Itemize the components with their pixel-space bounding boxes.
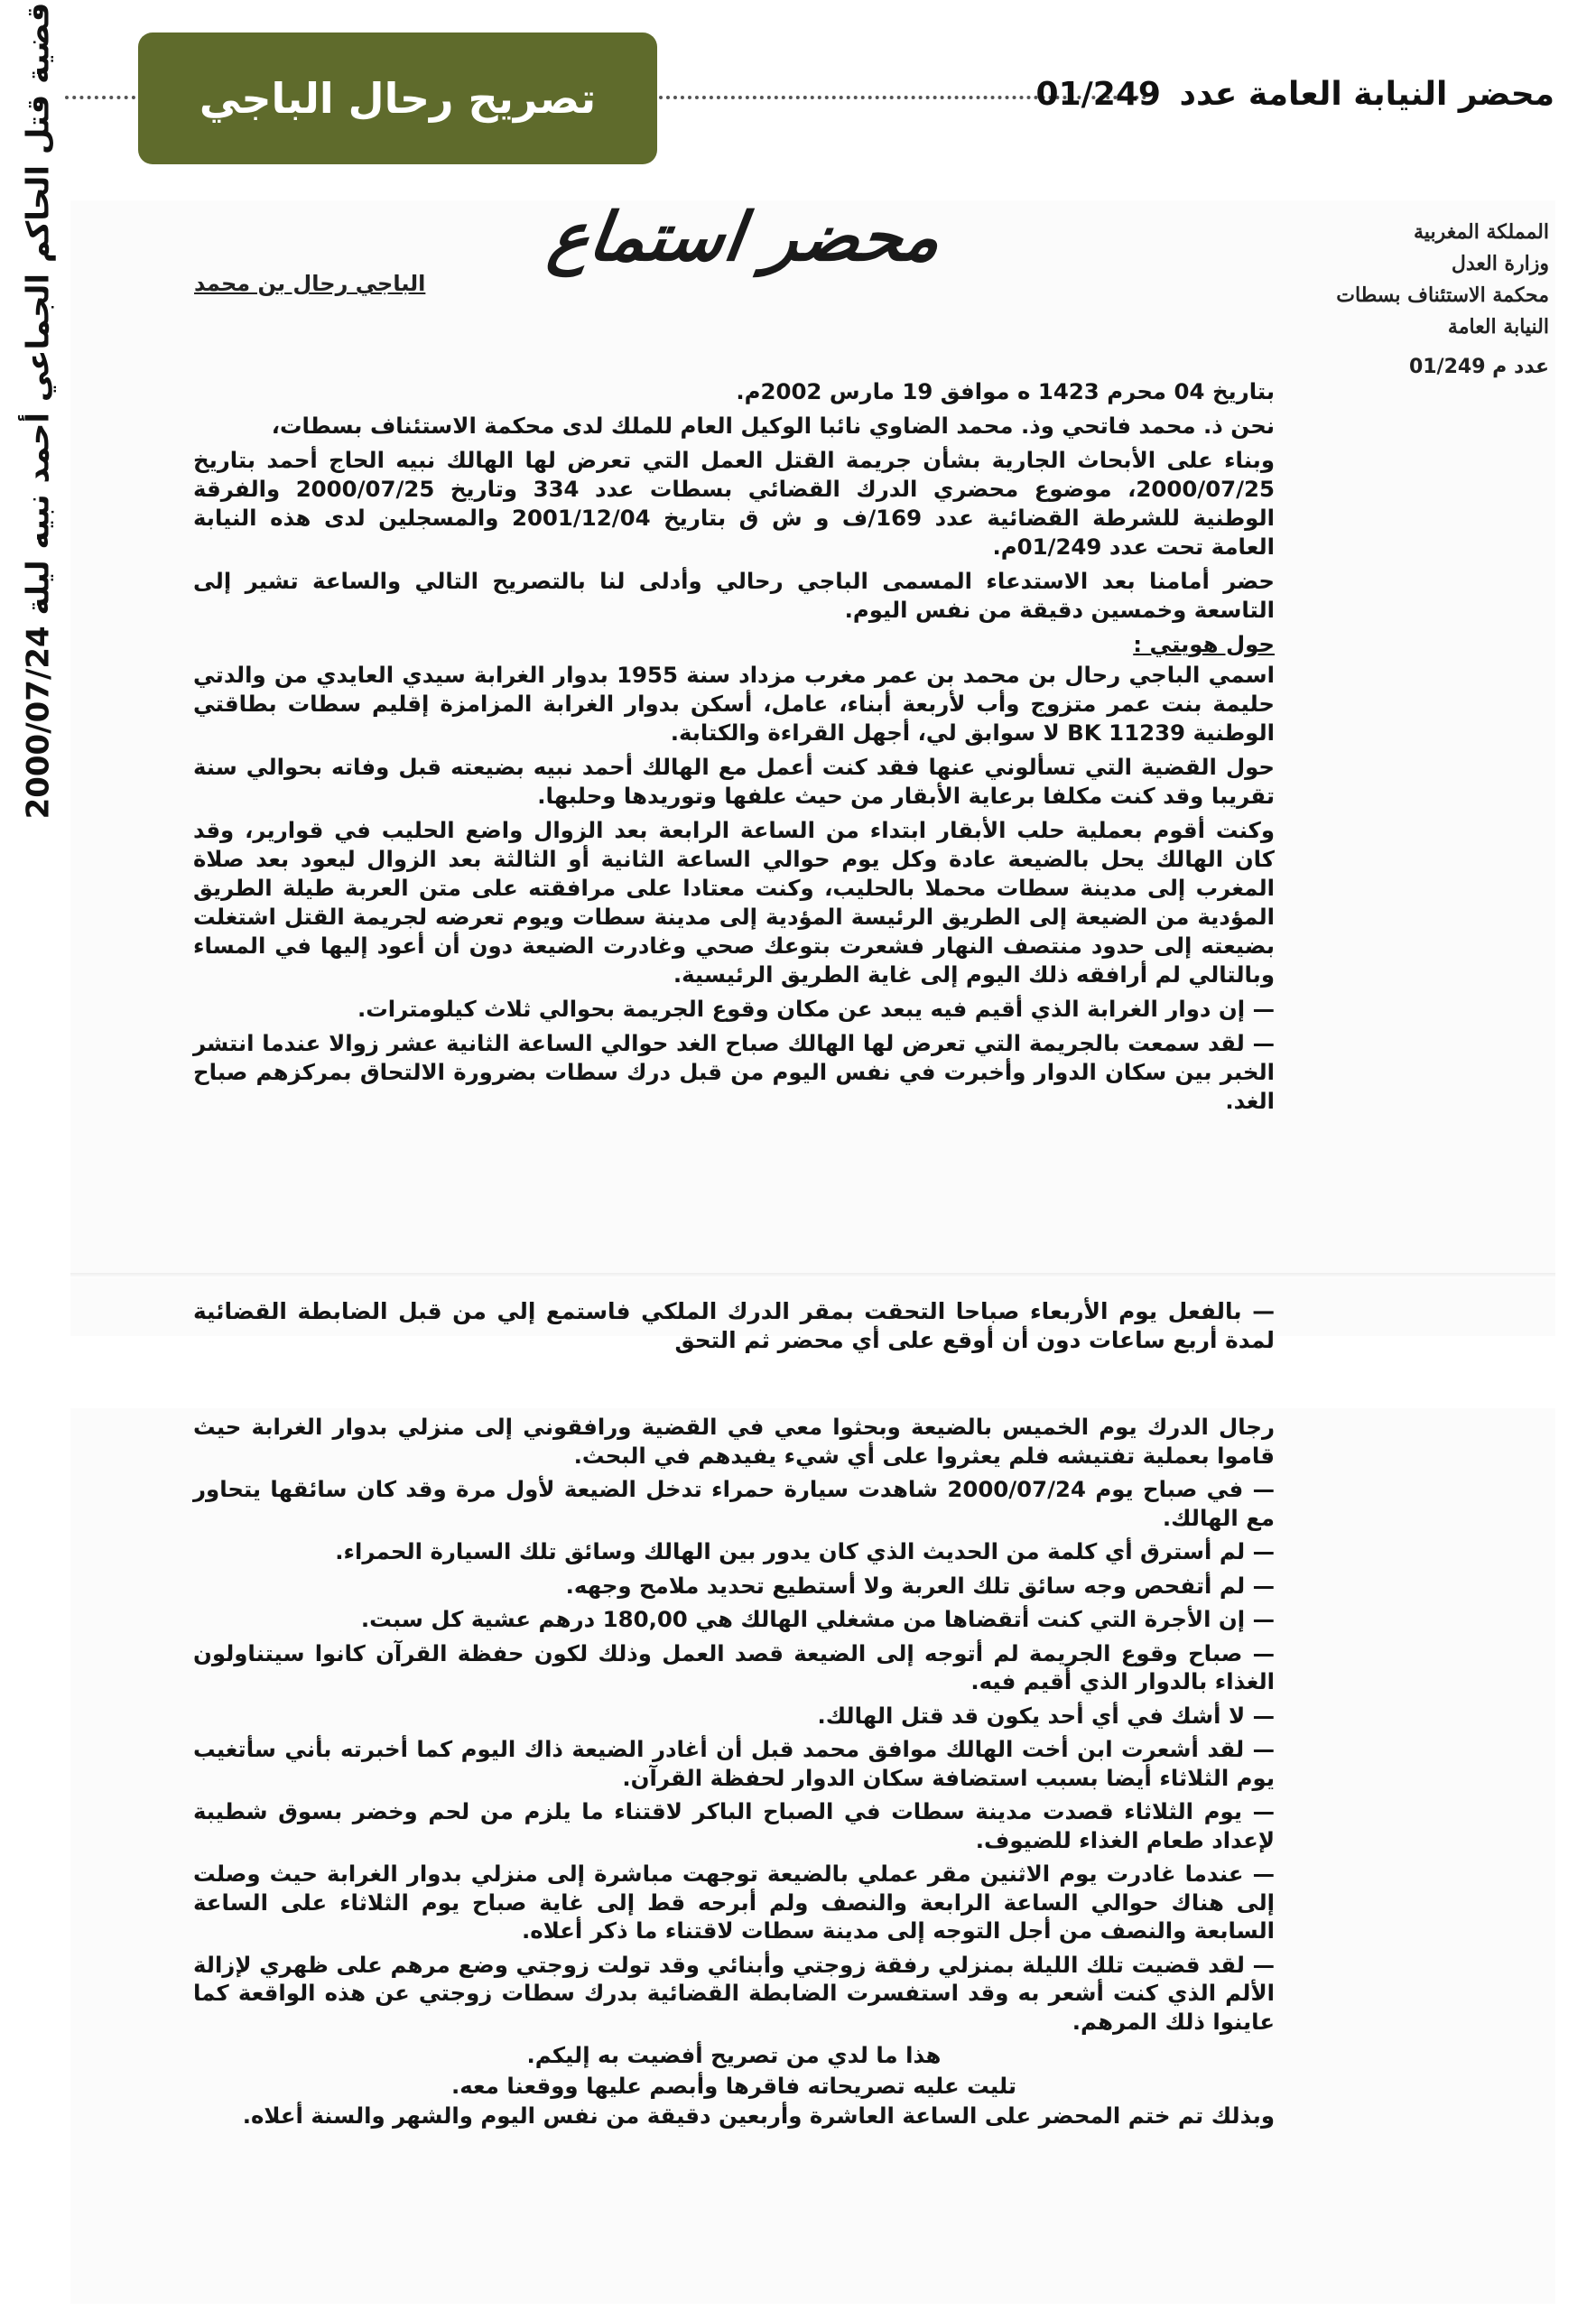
statement-paragraph: — عندما غادرت يوم الاثنين مقر عملي بالضيعة توجهت مباشرة إلى منزلي بدوار الغرابة حيث وصلت إلى هناك حوالي الساعة الرابعة والنصف ولم أبرحه قط إلى غاية صباح يوم الثلاثاء على الساعة السابعة والنصف من أجل التوجه إلى مدينة سطات لاقتناء ما ذكر أعلاه. (193, 1861, 1275, 1944)
header-dotted-rule-left (65, 96, 135, 99)
statement-body-part2 (193, 1297, 1275, 1360)
statement-paragraph: اسمي الباجي رحال بن محمد بن عمر مغرب مزداد سنة 1955 بدوار الغرابة سيدي العايدي من والدتي حليمة بنت عمر متزوج وأب لأربعة أبناء، عامل، أسكن بدوار الغرابة المزامزة إقليم سطات بطاقتي الوطنية BK 11239 لا سوابق لي، أجهل القراءة والكتابة. (193, 662, 1275, 746)
statement-paragraph: — يوم الثلاثاء قصدت مدينة سطات في الصباح الباكر لاقتناء ما يلزم من لحم وخضر بسوق شطيبة لإعداد طعام الغذاء للضيوف. (193, 1798, 1275, 1853)
side-caption (9, 2, 67, 820)
statement-paragraph: — لم أسترق أي كلمة من الحديث الذي كان يدور بين الهالك وسائق تلك السيارة الحمراء. (335, 1538, 1275, 1564)
statement-paragraph: وكنت أقوم بعملية حلب الأبقار ابتداء من الساعة الرابعة بعد الزوال واضع الحليب في قوارير، وقد كان الهالك يحل بالضيعة عادة وكل يوم حوالي الساعة الثانية أو الثالثة بعد الزوال ليعود بعد صلاة المغرب إلى مدينة سطات محملا بالحليب، وكنت معتادا على مرافقته على متن العربة طيلة الطريق المؤدية من الضيعة إلى الطريق الرئيسة المؤدية إلى مدينة سطات ويوم تعرضه لجريمة القتل اشتغلت بضيعته إلى حدود منتصف النهار فشعرت بتوعك صحي وغادرت الضيعة دون أن أعود إليها في المساء وبالتالي لم أرافقه ذلك اليوم إلى غاية الطريق الرئيسية. (193, 817, 1275, 988)
statement-paragraph: — صباح وقوع الجريمة لم أتوجه إلى الضيعة قصد العمل وذلك لكون حفظة القرآن كانوا سيتناولون الغذاء بالدوار الذي أقيم فيه. (193, 1639, 1275, 1694)
record-number: 01/249 (1035, 76, 1161, 113)
statement-paragraph: حضر أمامنا بعد الاستدعاء المسمى الباجي رحالي وأدلى لنا بالتصريح التالي والساعة تشير إلى التاسعة وخمسين دقيقة من نفس اليوم. (193, 568, 1275, 623)
statement-body-part1 (193, 377, 1275, 1121)
closing-line: تليت عليه تصريحاته فاقرها وأبصم عليها ووقعنا معه. (450, 2072, 1017, 2099)
record-label: محضر النيابة العامة عدد (1179, 76, 1554, 113)
closing-line: هذا ما لدي من تصريح أفضيت به إليكم. (526, 2042, 942, 2068)
statement-paragraph: رجال الدرك يوم الخميس بالضيعة وبحثوا معي في القضية ورافقوني إلى منزلي بدوار الغرابة حيث قاموا بعملية تفتيشه فلم يعثروا على أي شيء يفيدهم في البحث. (193, 1414, 1275, 1469)
side-caption-text: قضية قتل الحاكم الجماعي أحمد نبيه ليلة 2000/07/24 (19, 2, 56, 820)
letterhead-court: محكمة الاستئناف بسطات (1336, 283, 1549, 307)
document-title: محضر استماع (543, 199, 946, 276)
identity-heading: حول هويتي : (1133, 631, 1275, 657)
page-fold (70, 1273, 1555, 1278)
letterhead-ministry: وزارة العدل (1451, 252, 1549, 275)
statement-paragraph: — لم أتفحص وجه سائق تلك العربة ولا أستطيع تحديد ملامح وجهه. (565, 1572, 1275, 1599)
record-reference (1036, 76, 1554, 113)
statement-body-part3 (193, 1413, 1275, 2136)
statement-paragraph: — إن دوار الغرابة الذي أقيم فيه يبعد عن مكان وقوع الجريمة بحوالي ثلاث كيلومترات. (357, 996, 1275, 1022)
statement-paragraph: — إن الأجرة التي كنت أتقضاها من مشغلي الهالك هي 180,00 درهم عشية كل سبت. (360, 1606, 1275, 1632)
page-title: تصريح رحال الباجي (199, 74, 597, 123)
statement-paragraph: نحن ذ. محمد فاتحي وذ. محمد الضاوي نائبا الوكيل العام للملك لدى محكمة الاستئناف بسطات، (271, 413, 1275, 439)
reference-value: 01/249 م (1408, 356, 1508, 378)
document-reference (1409, 356, 1549, 378)
statement-paragraph: — بالفعل يوم الأربعاء صباحا التحقت بمقر الدرك الملكي فاستمع إلي من قبل الضابطة القضائية لمدة أربع ساعات دون أن أوقع على أي محضر ثم التحق (193, 1298, 1275, 1353)
reference-label: عدد (1513, 356, 1549, 378)
letterhead-prosecution: النيابة العامة (1447, 315, 1549, 339)
statement-paragraph: — في صباح يوم 2000/07/24 شاهدت سيارة حمراء تدخل الضيعة لأول مرة وقد كان سائقها يتحاور مع الهالك. (193, 1476, 1275, 1531)
statement-date: بتاريخ 04 محرم 1423 ه موافق 19 مارس 2002م. (736, 378, 1275, 404)
statement-paragraph: وبناء على الأبحاث الجارية بشأن جريمة القتل العمل التي تعرض لها الهالك نبيه الحاج أحمد بتاريخ 2000/07/25، موضوع محضري الدرك القضائي بسطات عدد 334 وتاريخ 2000/07/25 والفرقة الوطنية للشرطة القضائية عدد 169/ف و ش ق بتاريخ 2001/12/04 والمسجلين لدى هذه النيابة العامة تحت عدد 01/249م. (193, 447, 1275, 560)
closing-line: وبذلك تم ختم المحضر على الساعة العاشرة وأربعين دقيقة من نفس اليوم والشهر والسنة أعلاه. (242, 2102, 1275, 2129)
letterhead-kingdom: المملكة المغربية (1414, 220, 1549, 244)
statement-paragraph: — لقد أشعرت ابن أخت الهالك موافق محمد قبل أن أغادر الضيعة ذاك اليوم كما أخبرته بأني سأتغيب يوم الثلاثاء أيضا بسبب استضافة سكان الدوار لحفظة القرآن. (193, 1736, 1275, 1791)
statement-paragraph: — لا أشك في أي أحد يكون قد قتل الهالك. (817, 1702, 1275, 1729)
statement-paragraph: — لقد سمعت بالجريمة التي تعرض لها الهالك صباح الغد حوالي الساعة الثانية عشر زوالا عندما انتشر الخبر بين سكان الدوار وأخبرت في نفس اليوم من قبل درك سطات بضرورة الالتحاق بمركزهم صباح الغد. (193, 1030, 1275, 1114)
statement-paragraph: — لقد قضيت تلك الليلة بمنزلي رفقة زوجتي وأبنائي وقد تولت زوجتي وضع مرهم على ظهري لإزالة الألم الذي كنت أشعر به وقد استفسرت الضابطة القضائية بدرك سطات زوجتي عن هذه الواقعة كما عاينوا ذلك المرهم. (193, 1951, 1275, 2035)
document-subtitle: الباجي رحال بن محمد (194, 271, 426, 296)
statement-paragraph: حول القضية التي تسألوني عنها فقد كنت أعمل مع الهالك أحمد نبيه بضيعته قبل وفاته بحوالي سنة تقريبا وقد كنت مكلفا برعاية الأبقار من حيث علفها وتوريدها وحلبها. (193, 754, 1275, 809)
letterhead (1336, 217, 1549, 343)
page-title-banner (138, 32, 657, 164)
